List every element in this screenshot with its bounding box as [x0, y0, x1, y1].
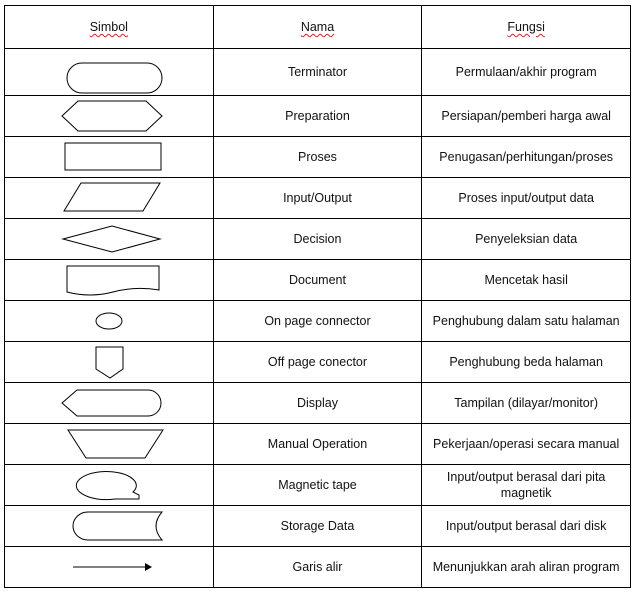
function-cell	[422, 342, 631, 383]
on-page-connector-icon	[5, 301, 213, 341]
name-cell	[213, 96, 422, 137]
manual-operation-icon	[5, 424, 213, 464]
table-row	[5, 342, 631, 383]
symbol-function: Permulaan/akhir program	[455, 65, 597, 79]
table-row	[5, 137, 631, 178]
symbol-function: Proses input/output data	[458, 191, 594, 205]
symbol-function: Tampilan (dilayar/monitor)	[454, 396, 599, 410]
name-cell	[213, 178, 422, 219]
symbol-cell	[5, 137, 214, 178]
function-cell	[422, 96, 631, 137]
name-cell	[213, 219, 422, 260]
table-row	[5, 424, 631, 465]
symbol-name: Manual Operation	[267, 437, 368, 451]
symbol-function: Persiapan/pemberi harga awal	[441, 109, 611, 123]
decision-icon	[5, 219, 213, 259]
table-header-row	[5, 6, 631, 49]
flow-line-arrow-icon	[5, 547, 213, 587]
display-icon	[5, 383, 213, 423]
symbol-cell	[5, 178, 214, 219]
symbol-function: Penyeleksian data	[475, 232, 578, 246]
name-cell	[213, 260, 422, 301]
symbol-function: Pekerjaan/operasi secara manual	[433, 437, 620, 451]
table-row	[5, 383, 631, 424]
symbol-function: Input/output berasal dari disk	[445, 519, 607, 533]
symbol-name: Decision	[293, 232, 342, 246]
symbol-name: Document	[288, 273, 346, 287]
symbol-name: Magnetic tape	[278, 478, 357, 492]
function-cell	[422, 137, 631, 178]
table-row	[5, 49, 631, 96]
table-row	[5, 178, 631, 219]
symbol-name: Garis alir	[292, 560, 343, 574]
terminator-icon	[5, 49, 213, 95]
symbol-name: Storage Data	[280, 519, 355, 533]
magnetic-tape-icon	[5, 465, 213, 505]
name-cell	[213, 137, 422, 178]
symbol-name: Off page conector	[267, 355, 368, 369]
function-cell	[422, 49, 631, 96]
symbol-function: Input/output berasal dari pita magnetik	[446, 470, 606, 500]
header-nama	[213, 6, 422, 49]
storage-data-icon	[5, 506, 213, 546]
name-cell	[213, 465, 422, 506]
symbol-cell	[5, 424, 214, 465]
function-cell	[422, 178, 631, 219]
document-icon	[5, 260, 213, 300]
function-cell	[422, 547, 631, 588]
table-row	[5, 547, 631, 588]
function-cell	[422, 383, 631, 424]
symbol-cell	[5, 342, 214, 383]
symbol-cell	[5, 260, 214, 301]
symbol-cell	[5, 506, 214, 547]
symbol-cell	[5, 465, 214, 506]
flowchart-symbol-table	[4, 5, 631, 588]
preparation-icon	[5, 96, 213, 136]
symbol-name: Proses	[298, 150, 337, 164]
header-simbol	[5, 6, 214, 49]
name-cell	[213, 49, 422, 96]
off-page-connector-icon	[5, 342, 213, 382]
name-cell	[213, 424, 422, 465]
table-row	[5, 96, 631, 137]
function-cell	[422, 301, 631, 342]
symbol-cell	[5, 219, 214, 260]
name-cell	[213, 301, 422, 342]
name-cell	[213, 547, 422, 588]
symbol-cell	[5, 547, 214, 588]
process-icon	[5, 137, 213, 177]
function-cell	[422, 424, 631, 465]
symbol-name: Input/Output	[283, 191, 352, 205]
name-cell	[213, 342, 422, 383]
table-row	[5, 260, 631, 301]
header-nama-text: Nama	[300, 20, 335, 34]
function-cell	[422, 506, 631, 547]
header-fungsi	[422, 6, 631, 49]
symbol-cell	[5, 383, 214, 424]
symbol-cell	[5, 49, 214, 96]
symbol-name: Preparation	[285, 109, 350, 123]
symbol-name: Display	[296, 396, 338, 410]
symbol-function: Mencetak hasil	[484, 273, 568, 287]
function-cell	[422, 465, 631, 506]
table-row	[5, 506, 631, 547]
symbol-function: Penugasan/perhitungan/proses	[439, 150, 614, 164]
input-output-icon	[5, 178, 213, 218]
table-row	[5, 219, 631, 260]
table-row	[5, 465, 631, 506]
name-cell	[213, 383, 422, 424]
header-simbol-text: Simbol	[89, 20, 128, 34]
header-fungsi-text: Fungsi	[507, 20, 545, 34]
symbol-cell	[5, 301, 214, 342]
function-cell	[422, 219, 631, 260]
symbol-function: Menunjukkan arah aliran program	[432, 560, 620, 574]
symbol-function: Penghubung beda halaman	[449, 355, 603, 369]
symbol-name: On page connector	[264, 314, 371, 328]
symbol-name: Terminator	[287, 65, 347, 79]
name-cell	[213, 506, 422, 547]
table-row	[5, 301, 631, 342]
function-cell	[422, 260, 631, 301]
symbol-cell	[5, 96, 214, 137]
symbol-function: Penghubung dalam satu halaman	[432, 314, 620, 328]
